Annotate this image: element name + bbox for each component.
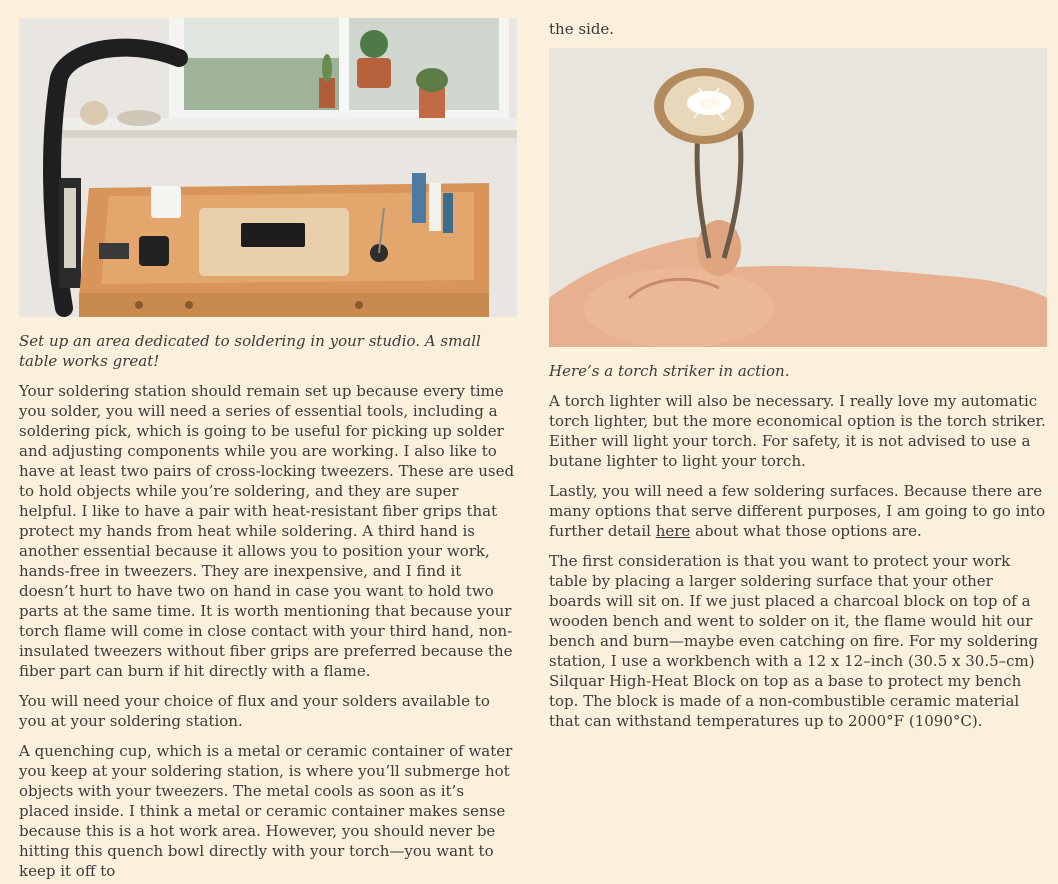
paragraph-torch-lighter: A torch lighter will also be necessary. I really love my automatic torch lighter, but the more economical option is the torch striker. Either will light your torch. For safety, it is not advised to use a butane lighter to light your torch. xyxy=(549,392,1046,470)
photo-caption-torch-striker: Here’s a torch striker in action. xyxy=(549,362,790,380)
photo-caption-soldering-station: Set up an area dedicated to soldering in your studio. A small table works great! xyxy=(19,332,481,370)
paragraph-soldering-surfaces xyxy=(549,481,1049,541)
paragraph-quenching-cup: A quenching cup, which is a metal or ceramic container of water you keep at your soldering station, is where you’ll submerge hot objects with your tweezers. The metal cools as soon as it’s placed inside. I think a metal or ceramic container makes sense because this is a hot work area. However, you should never be hitting this quench bowl directly with your torch—you want to keep it off to xyxy=(19,742,513,880)
paragraph-soldering-surfaces-end: about what those options are. xyxy=(690,522,922,540)
paragraph-continuation: the side. xyxy=(549,20,615,38)
torch-striker-photo xyxy=(549,48,1047,347)
soldering-station-illustration xyxy=(19,18,517,317)
paragraph-protect-work-table: The first consideration is that you want to protect your work table by placing a larger soldering surface that your other boards will sit on. If we just placed a charcoal block on top of a wooden bench and went to solder on it, the flame would hit our bench and burn—maybe even catching on fire. For my soldering station, I use a workbench with a 12 x 12–inch (30.5 x 30.5–cm) Silquar High-Heat Block on top as a base to protect my bench top. The block is made of a non-combustible ceramic material that can withstand temperatures up to 2000°F (1090°C). xyxy=(549,552,1039,730)
soldering-station-photo xyxy=(19,18,517,317)
paragraph-essential-tools: Your soldering station should remain set up because every time you solder, you will need a series of essential tools, including a soldering pick, which is going to be useful for picking up solder and adjusting components while you are working. I also like to have at least two pairs of cross-locking tweezers. These are used to hold objects while you’re soldering, and they are super helpful. I like to have a pair with heat-resistant fiber grips that protect my hands from heat while soldering. A third hand is another essential because it allows you to position your work, hands-free in tweezers. They are inexpensive, and I find it doesn’t hurt to have two on hand in case you want to hold two parts at the same time. It is worth mentioning that because your torch flame will come in close contact with your third hand, non-insulated tweezers without fiber grips are preferred because the fiber part can burn if hit directly with a flame. xyxy=(19,382,515,680)
paragraph-flux-solders: You will need your choice of flux and your solders available to you at your soldering station. xyxy=(19,692,490,730)
torch-striker-illustration xyxy=(549,48,1047,347)
here-link[interactable]: here xyxy=(655,522,691,540)
paragraph-soldering-surfaces-start: Lastly, you will need a few soldering surfaces. Because there are many options that serve different purposes, I am going to go into further detail xyxy=(549,482,1046,540)
